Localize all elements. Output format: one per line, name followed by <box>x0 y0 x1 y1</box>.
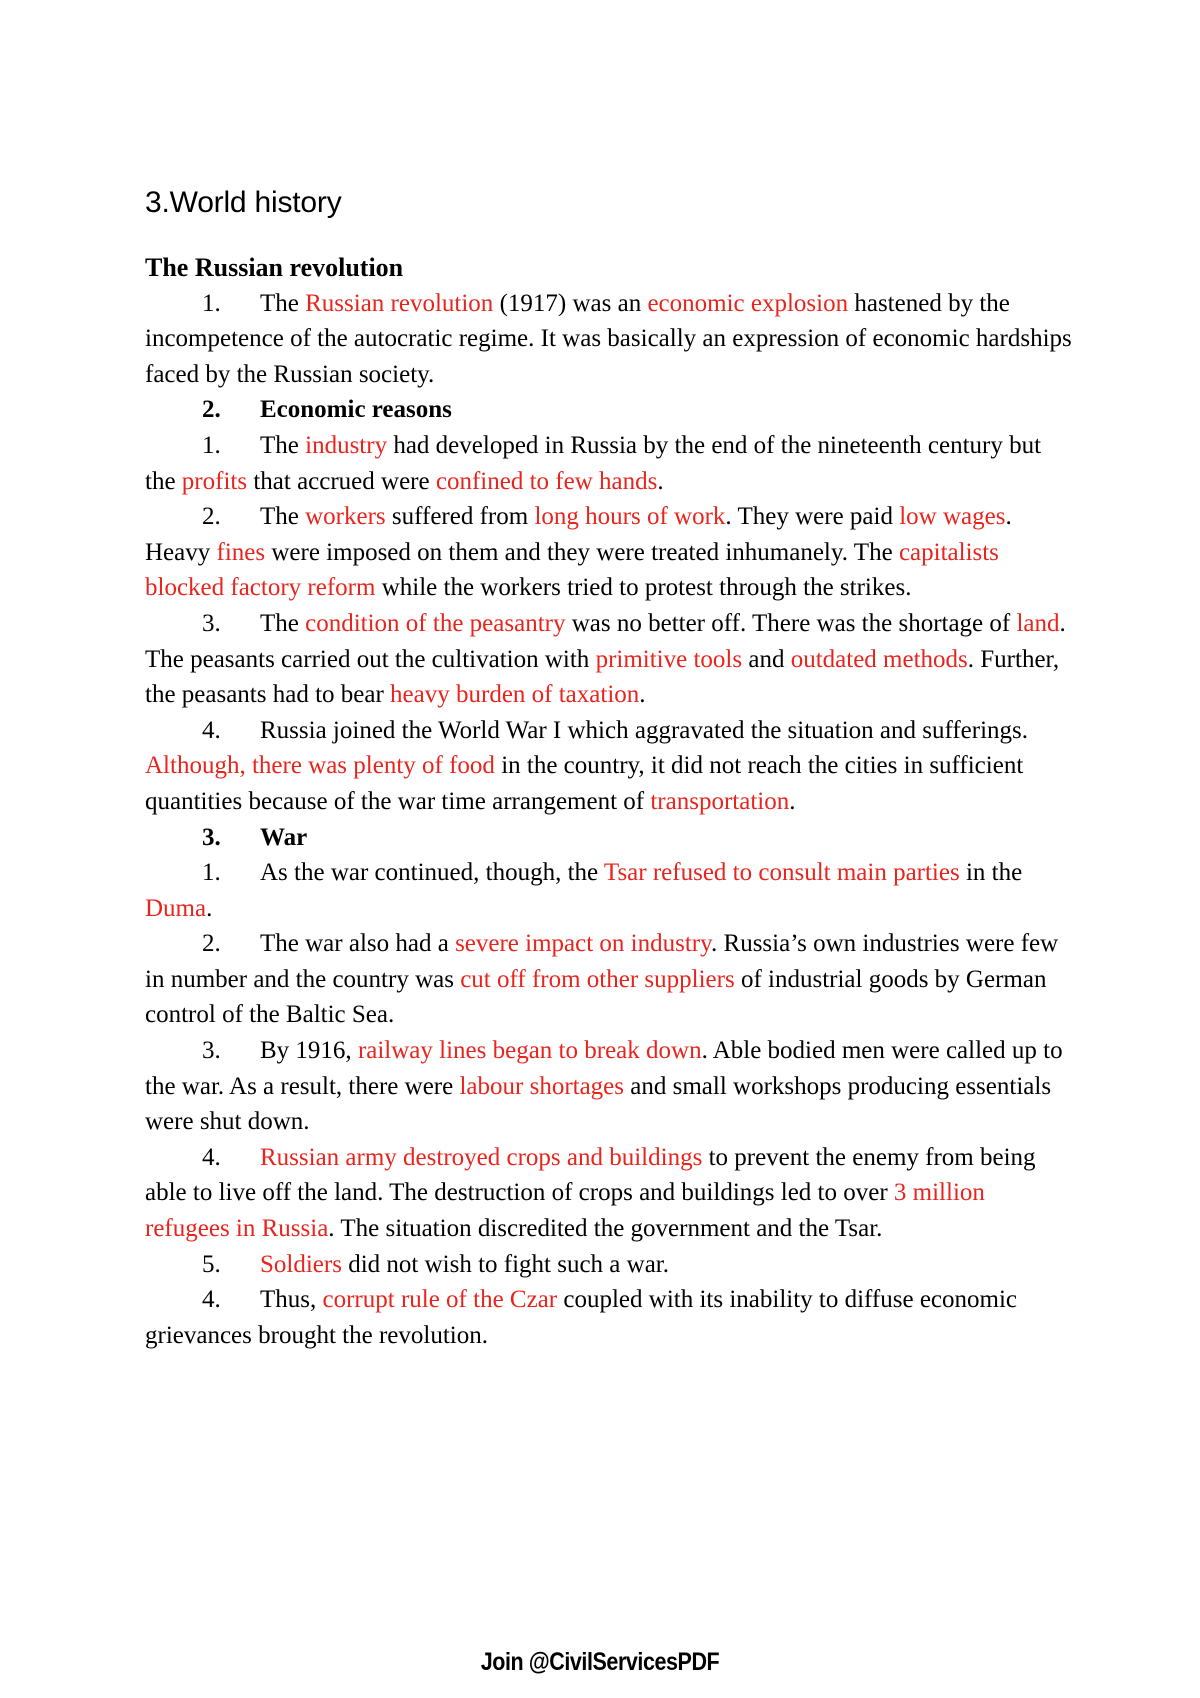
item-text: coupled with its inability to diffuse economic grievances brought the revolution. <box>145 1286 1018 1349</box>
item-number: 2. <box>202 930 221 958</box>
item-text: . <box>657 467 664 495</box>
item-text: . They were paid <box>725 503 900 531</box>
item-text: The <box>260 503 306 531</box>
item-list <box>145 286 1075 1354</box>
item-text: was no better off. There was the shortage of <box>565 609 1017 637</box>
item-number: 3. <box>202 1037 221 1065</box>
item-text: . The situation discredited the government and the Tsar. <box>328 1215 883 1243</box>
list-item <box>145 1282 1075 1353</box>
highlighted-text: Russian army destroyed crops and buildings <box>260 1143 703 1171</box>
item-text: hastened by the incompetence of the autocratic regime. It was basically an expression of economic hardships faced by the Russian society. <box>145 289 1072 388</box>
highlighted-text: cut off from other suppliers <box>460 965 735 993</box>
item-text: and small workshops producing essentials were shut down. <box>145 1072 1052 1136</box>
highlighted-text: confined to few hands <box>435 467 658 495</box>
highlighted-text: land <box>1016 609 1060 637</box>
list-item <box>145 606 1075 713</box>
item-text: . Able bodied men were called up to the war. As a result, there were <box>145 1037 1063 1100</box>
highlighted-text: capitalists blocked factory reform <box>145 538 999 602</box>
highlighted-text: Duma <box>145 894 207 922</box>
section-title: The Russian revolution <box>145 253 404 282</box>
item-text: . <box>206 894 213 922</box>
highlighted-text: long hours of work <box>534 503 726 531</box>
item-text: in the country, it did not reach the cities in sufficient quantities because of the war time arrangement of <box>145 752 1024 815</box>
highlighted-text: 3 million refugees in Russia <box>145 1179 985 1243</box>
highlighted-text: fines <box>216 538 266 566</box>
highlighted-text: Although, there was plenty of food <box>145 752 495 780</box>
highlighted-text: primitive tools <box>595 645 743 673</box>
highlighted-text: low wages <box>899 503 1006 531</box>
list-item <box>145 1140 1075 1247</box>
highlighted-text: Tsar refused to consult main parties <box>603 859 960 887</box>
item-text: (1917) was an <box>493 289 648 317</box>
item-text: suffered from <box>385 503 535 531</box>
highlighted-text: condition of the peasantry <box>305 609 566 637</box>
item-text: Economic reasons <box>260 396 452 424</box>
highlighted-text: workers <box>305 503 386 531</box>
list-item <box>145 286 1075 393</box>
item-text: The <box>260 609 306 637</box>
document-page <box>145 178 1075 1353</box>
item-text: War <box>260 823 308 851</box>
item-text: and <box>742 645 791 673</box>
item-text: The <box>260 289 306 317</box>
item-number: 2. <box>202 503 221 531</box>
item-text: . <box>789 787 796 815</box>
highlighted-text: profits <box>181 467 248 495</box>
item-number: 1. <box>202 289 221 317</box>
item-text: Russia joined the World War I which aggravated the situation and sufferings. <box>260 716 1029 744</box>
item-text: . Heavy <box>145 503 1012 566</box>
highlighted-text: Soldiers <box>260 1250 342 1278</box>
item-text: to prevent the enemy from being able to live off the land. The destruction of crops and buildings led to over <box>145 1143 1036 1207</box>
item-text: in the <box>959 859 1023 887</box>
item-number: 4. <box>202 1143 221 1171</box>
item-text: that accrued were <box>247 467 436 495</box>
item-number: 4. <box>202 716 221 744</box>
highlighted-text: heavy burden of taxation <box>390 681 640 709</box>
list-item <box>145 926 1075 1033</box>
footer-text: Join @CivilServicesPDF <box>480 1648 720 1676</box>
item-text: of industrial goods by German control of the Baltic Sea. <box>145 965 1047 1029</box>
sub-heading <box>145 820 1075 856</box>
list-item <box>145 1247 1075 1283</box>
list-item <box>145 499 1075 606</box>
page-title: 3.World history <box>145 186 342 219</box>
item-text: . Russia’s own industries were few in number and the country was <box>145 930 1059 993</box>
list-item <box>145 1033 1075 1140</box>
list-item <box>145 713 1075 820</box>
item-text: while the workers tried to protest through the strikes. <box>375 574 912 602</box>
item-number: 5. <box>202 1250 221 1278</box>
highlighted-text: labour shortages <box>459 1072 625 1100</box>
highlighted-text: railway lines began to break down <box>357 1037 702 1065</box>
item-number: 1. <box>202 431 221 459</box>
highlighted-text: severe impact on industry <box>455 930 712 958</box>
item-number: 3. <box>202 609 221 637</box>
highlighted-text: outdated methods <box>790 645 968 673</box>
item-text: . <box>639 681 646 709</box>
highlighted-text: corrupt rule of the Czar <box>322 1286 558 1314</box>
item-number: 3. <box>202 823 221 851</box>
highlighted-text: industry <box>305 431 388 459</box>
highlighted-text: economic explosion <box>647 289 849 317</box>
item-text: Thus, <box>260 1286 323 1314</box>
highlighted-text: Russian revolution <box>305 289 494 317</box>
item-text: . The peasants carried out the cultivation with <box>145 609 1066 673</box>
item-text: . Further, the peasants had to bear <box>145 645 1060 709</box>
item-number: 1. <box>202 859 221 887</box>
item-text: did not wish to fight such a war. <box>341 1250 670 1278</box>
list-item <box>145 855 1075 926</box>
item-text: had developed in Russia by the end of the nineteenth century but the <box>145 431 1042 495</box>
item-text: As the war continued, though, the <box>260 859 604 887</box>
item-text: were imposed on them and they were treated inhumanely. The <box>265 538 899 566</box>
item-text: The war also had a <box>260 930 456 958</box>
item-number: 2. <box>202 396 221 424</box>
list-item <box>145 428 1075 499</box>
item-number: 4. <box>202 1286 221 1314</box>
item-text: By 1916, <box>260 1037 358 1065</box>
item-text: The <box>260 431 306 459</box>
highlighted-text: transportation <box>650 787 790 815</box>
sub-heading <box>145 392 1075 428</box>
